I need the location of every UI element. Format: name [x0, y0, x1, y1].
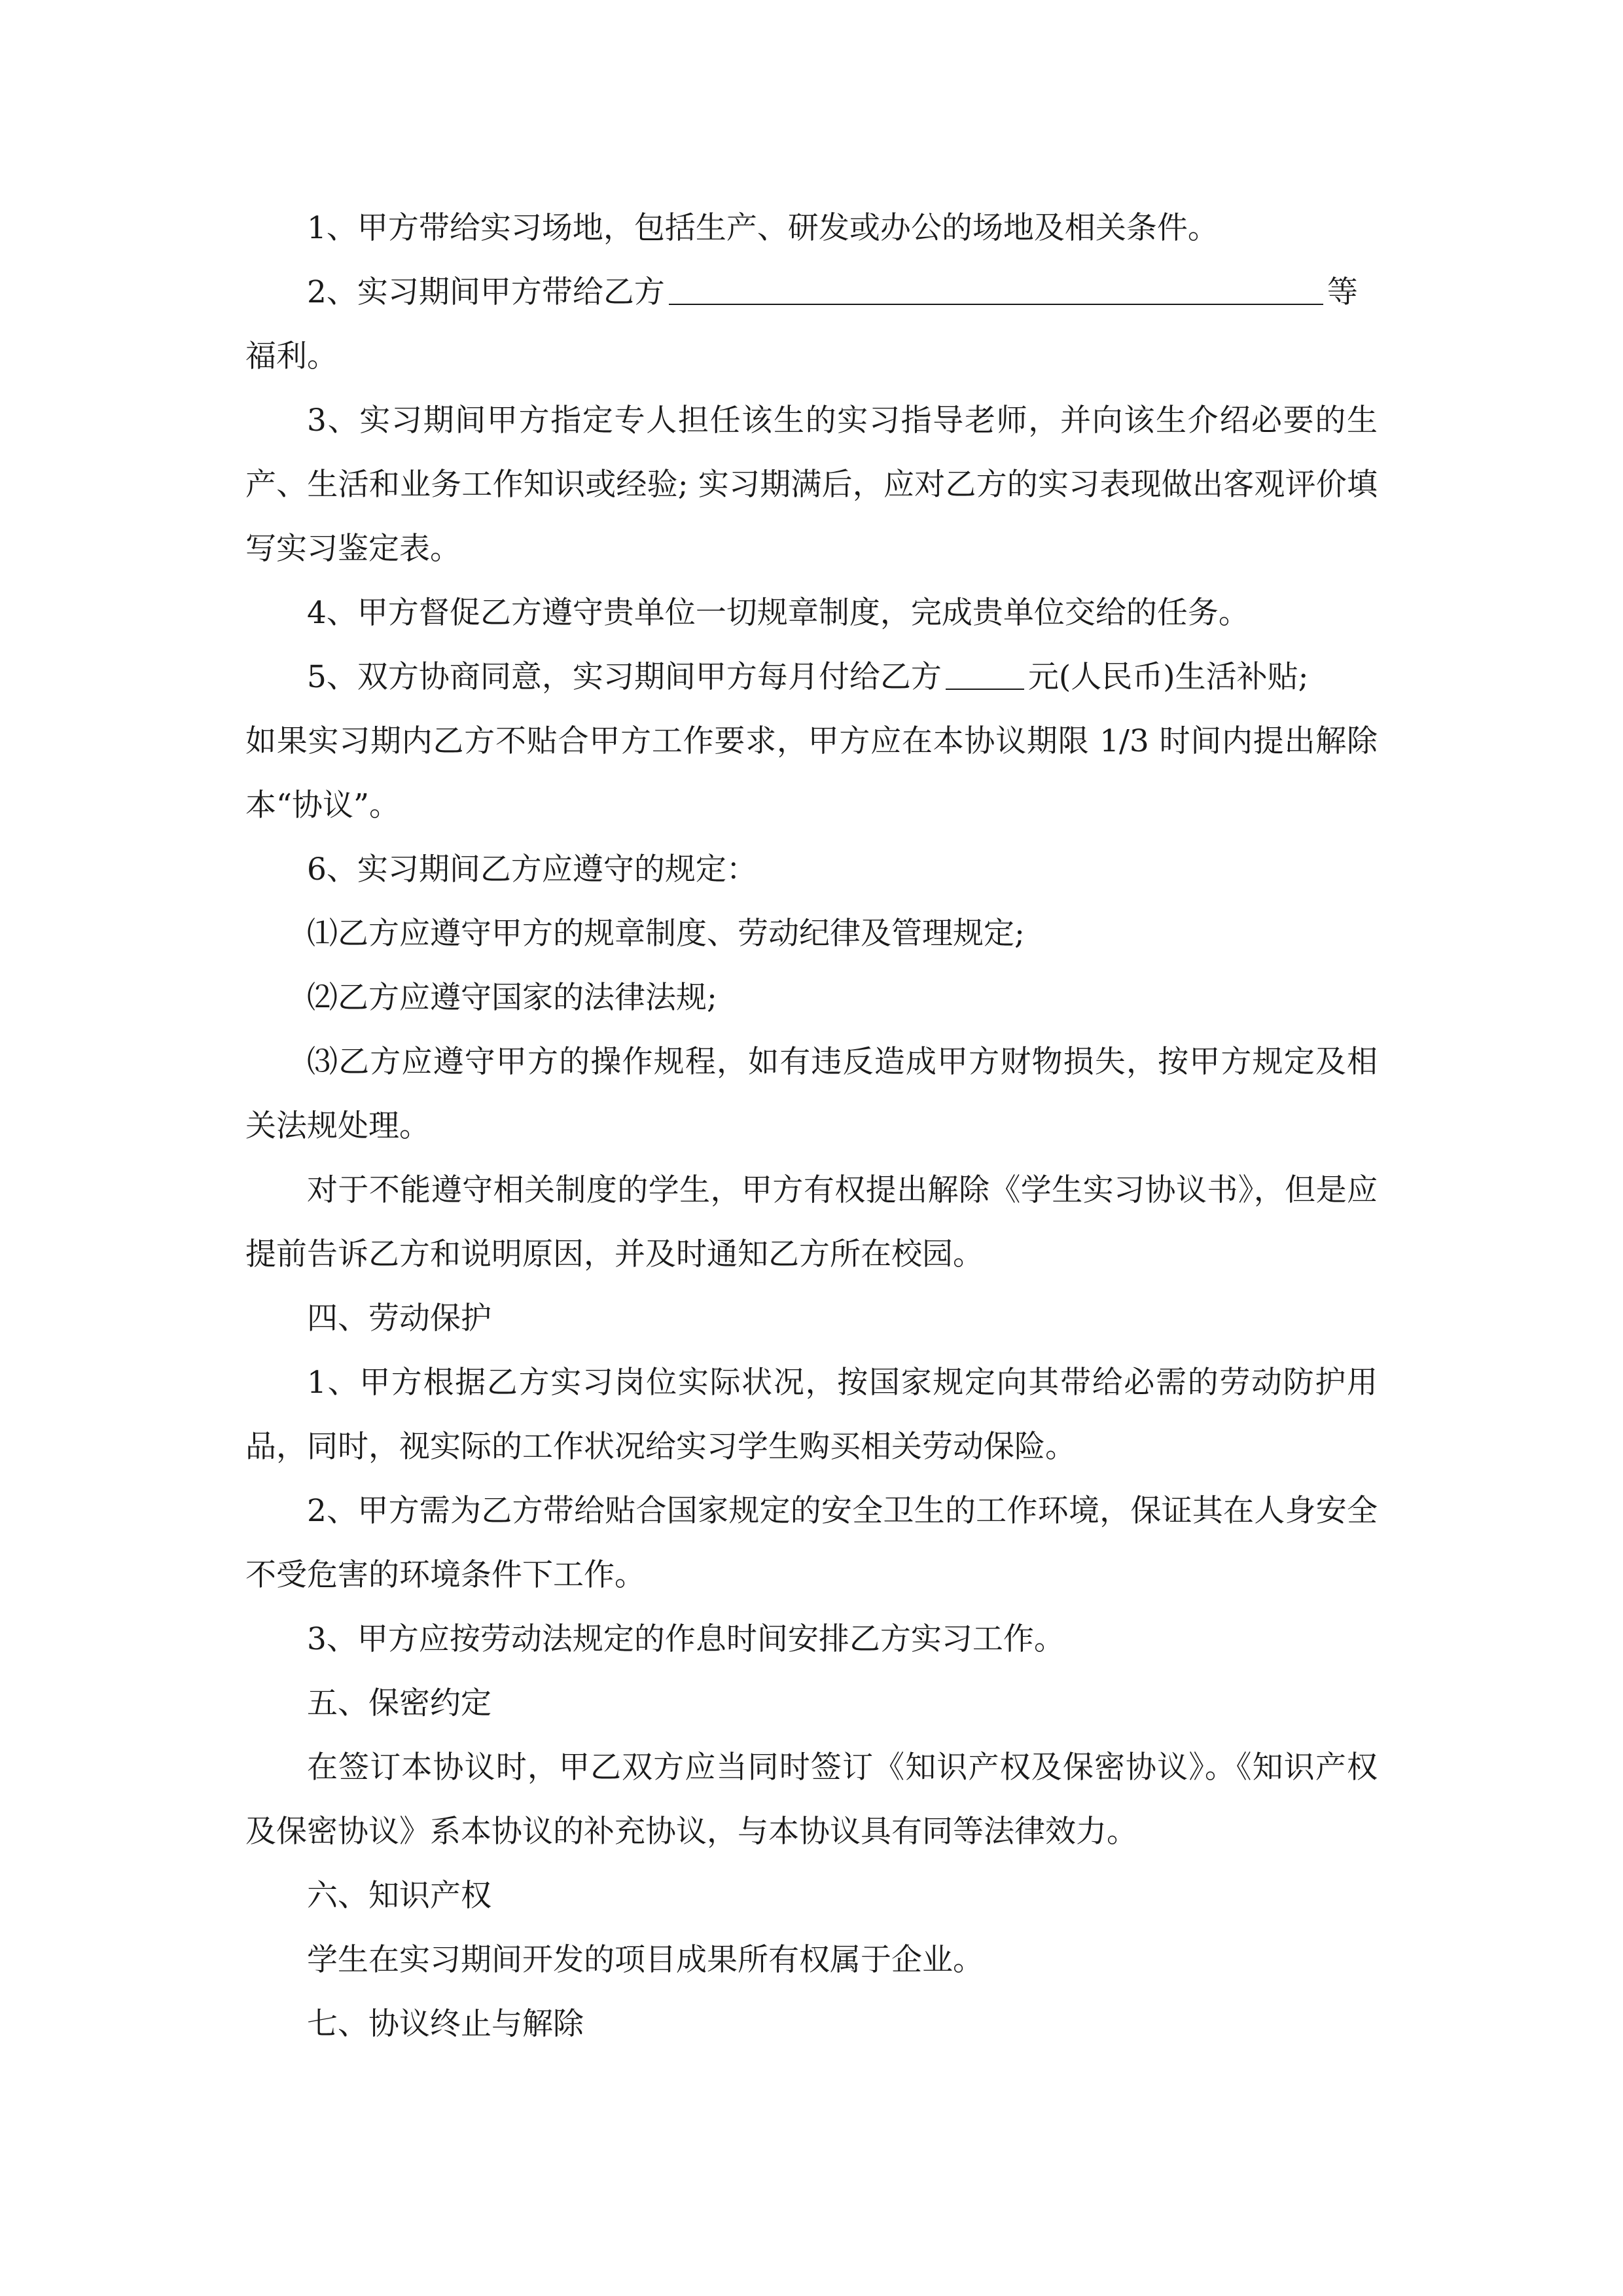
section-6-text: 学生在实习期间开发的项目成果所有权属于企业。 [307, 1942, 984, 1978]
section-4-clause-1: 1、甲方根据乙方实习岗位实际状况，按国家规定向其带给必需的劳动防护用品，同时，视实际的工作状况给实习学生购买相关劳动保险。 [245, 1365, 1378, 1465]
section-5-heading: 五、保密约定 [307, 1685, 491, 1721]
benefits-blank-line [669, 278, 1323, 305]
clause-1: 1、甲方带给实习场地，包括生产、研发或办公的场地及相关条件。 [307, 210, 1219, 246]
clause-5-continuation: 如果实习期内乙方不贴合甲方工作要求，甲方应在本协议期限 1/3 时间内提出解除本“协议”。 [245, 723, 1378, 823]
allowance-blank-line [946, 662, 1024, 690]
clause-6-sub-1: ⑴乙方应遵守甲方的规章制度、劳动纪律及管理规定; [307, 916, 1025, 952]
clause-4: 4、甲方督促乙方遵守贵单位一切规章制度，完成贵单位交给的任务。 [307, 595, 1249, 631]
section-4-heading: 四、劳动保护 [307, 1300, 491, 1336]
section-4-clause-3: 3、甲方应按劳动法规定的作息时间安排乙方实习工作。 [307, 1621, 1065, 1657]
clause-5-suffix: 元(人民币)生活补贴; [1027, 659, 1309, 695]
clause-2 [245, 260, 1378, 325]
clause-6-sub-2: ⑵乙方应遵守国家的法律法规; [307, 980, 717, 1016]
clause-5-prefix: 5、双方协商同意，实习期间甲方每月付给乙方 [307, 659, 942, 695]
section-4-clause-2: 2、甲方需为乙方带给贴合国家规定的安全卫生的工作环境，保证其在人身安全不受危害的环境条件下工作。 [245, 1493, 1378, 1593]
clause-3: 3、实习期间甲方指定专人担任该生的实习指导老师，并向该生介绍必要的生产、生活和业务工作知识或经验; 实习期满后，应对乙方的实习表现做出客观评价填写实习鉴定表。 [245, 403, 1378, 567]
clause-2-suffix: 等 [1327, 274, 1358, 310]
section-6-heading: 六、知识产权 [307, 1878, 491, 1914]
clause-6: 6、实习期间乙方应遵守的规定： [307, 852, 757, 888]
clause-2-prefix: 2、实习期间甲方带给乙方 [307, 274, 665, 310]
clause-2-continuation: 福利。 [245, 338, 338, 374]
clause-5 [245, 645, 1378, 709]
section-5-text: 在签订本协议时，甲乙双方应当同时签订《知识产权及保密协议》。《知识产权及保密协议》系本协议的补充协议，与本协议具有同等法律效力。 [245, 1749, 1378, 1850]
section-7-heading: 七、协议终止与解除 [307, 2006, 584, 2042]
clause-6-sub-3: ⑶乙方应遵守甲方的操作规程，如有违反造成甲方财物损失，按甲方规定及相关法规处理。 [245, 1044, 1378, 1144]
termination-note: 对于不能遵守相关制度的学生，甲方有权提出解除《学生实习协议书》，但是应提前告诉乙方和说明原因，并及时通知乙方所在校园。 [245, 1172, 1378, 1272]
document-body [245, 196, 1378, 2056]
